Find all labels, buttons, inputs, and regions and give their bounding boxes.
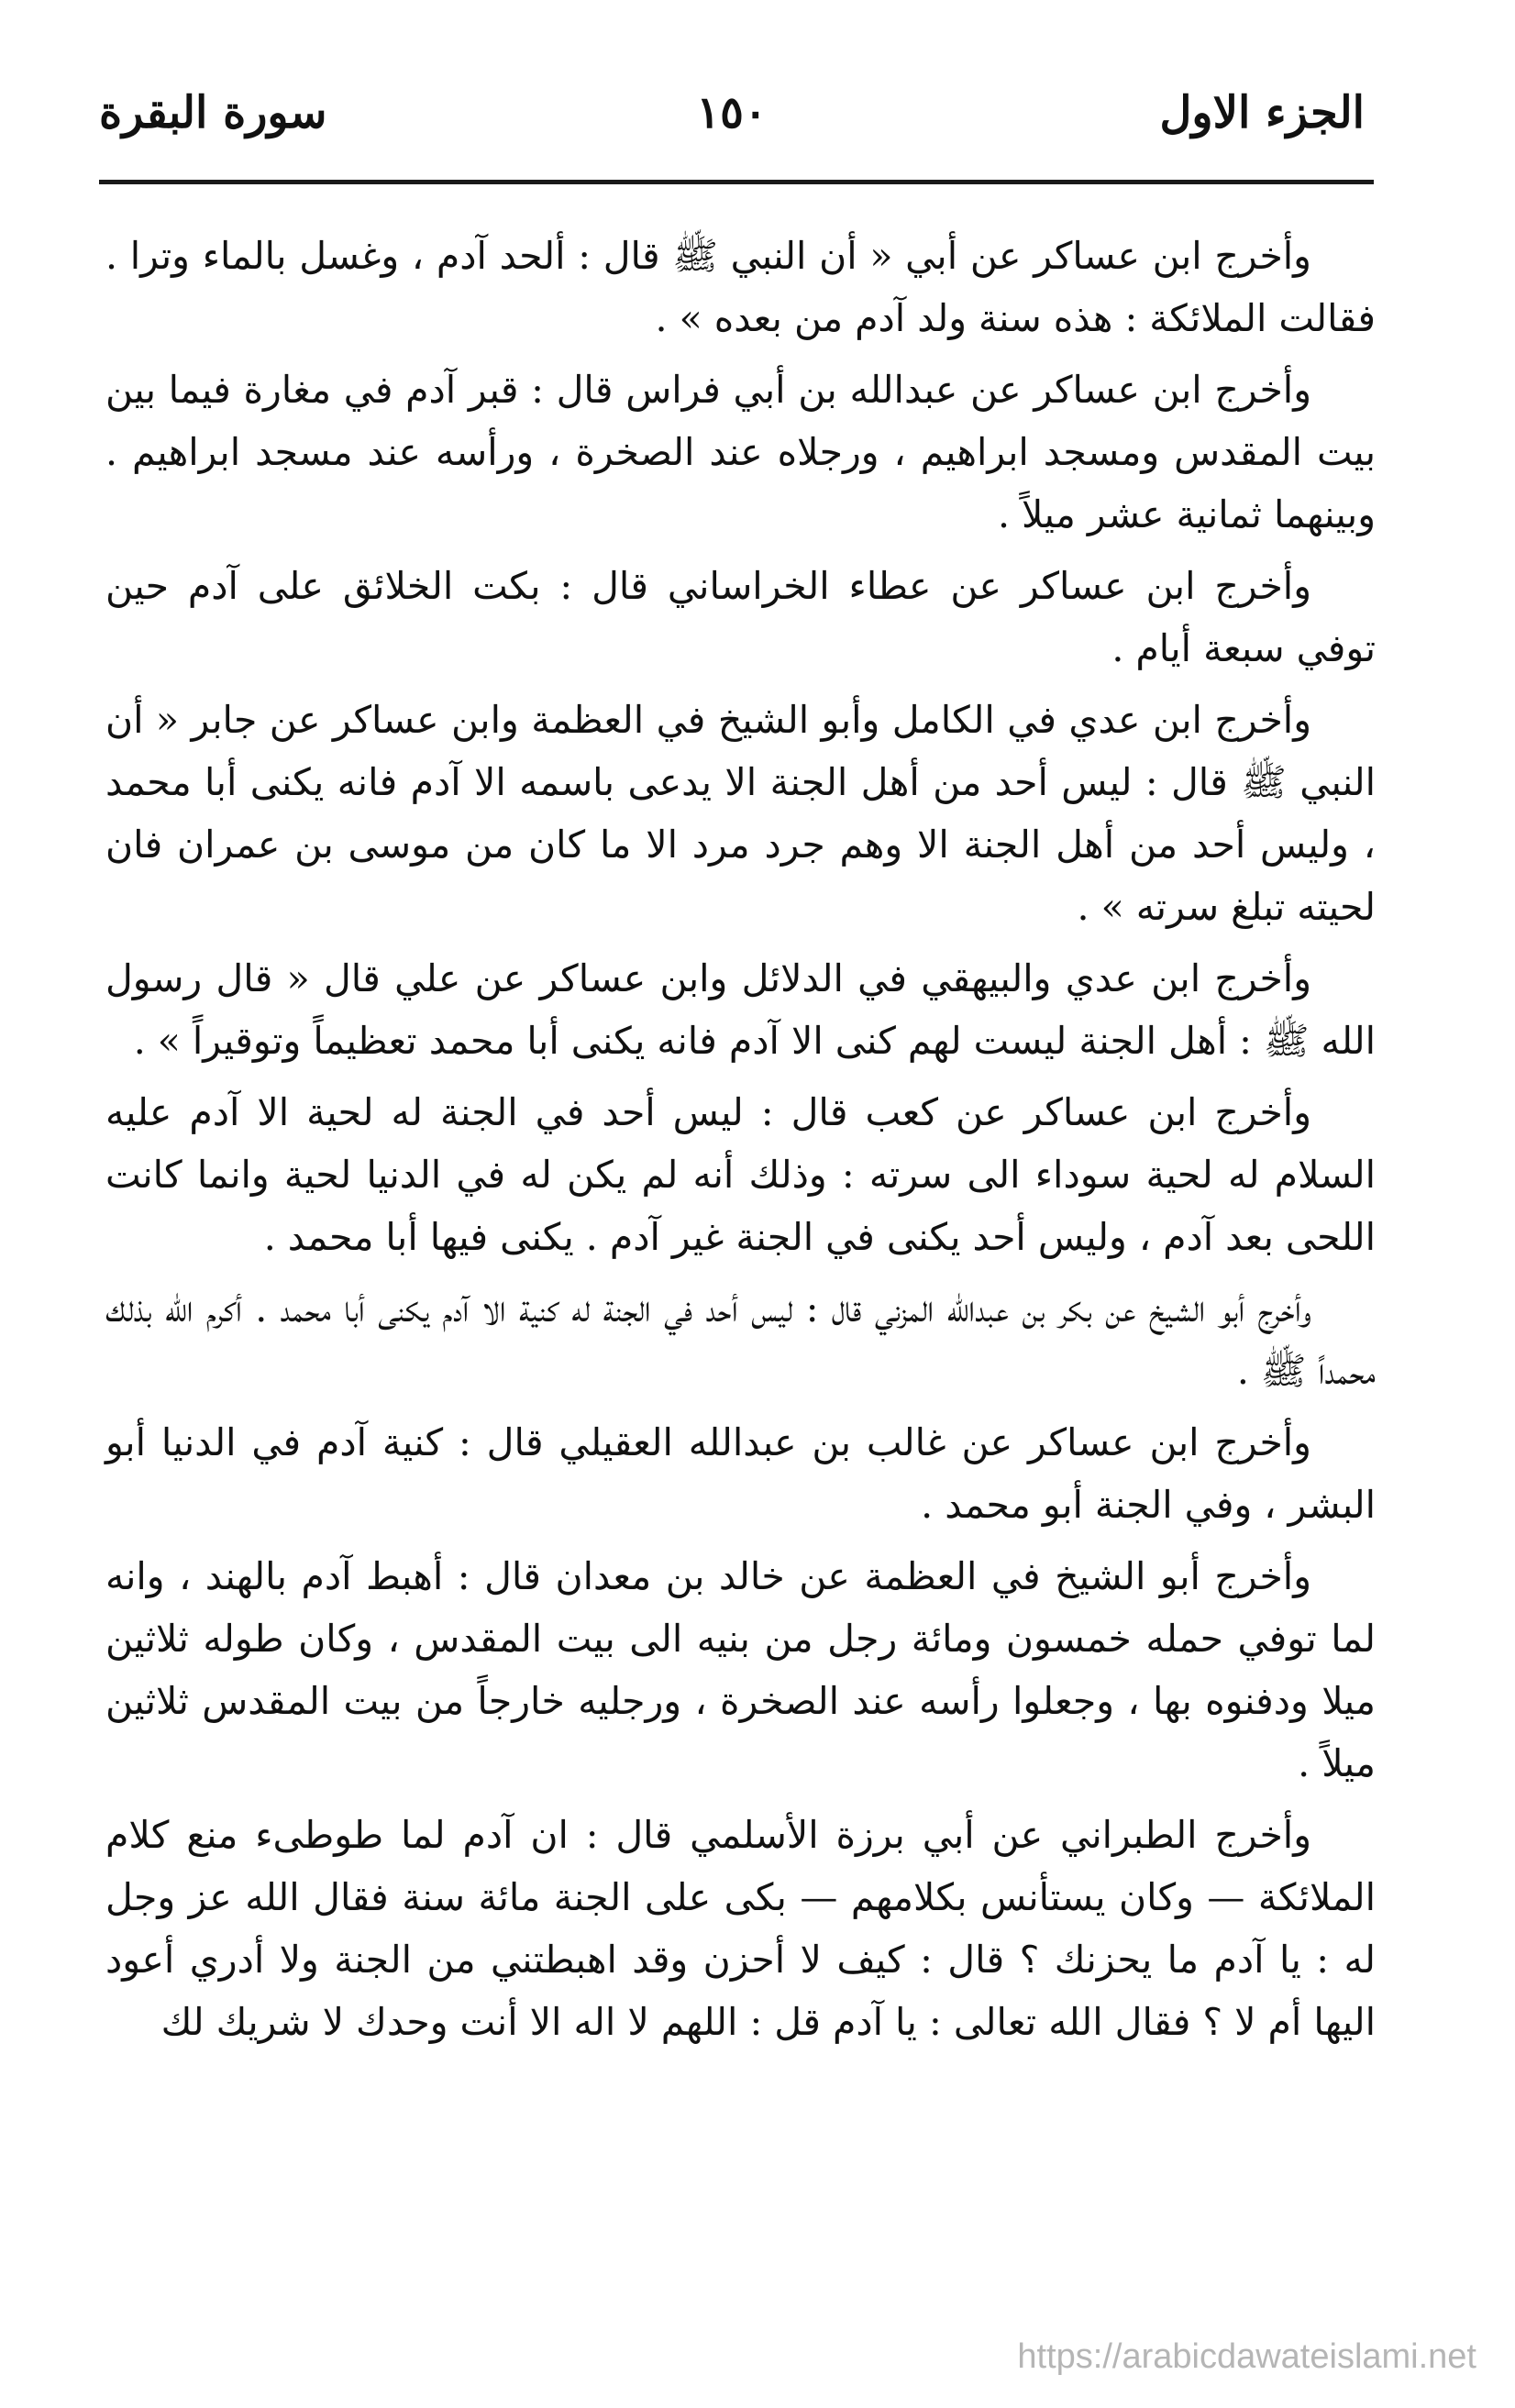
page-body <box>105 225 1376 2062</box>
surah-title: سورة البقرة <box>99 87 327 138</box>
paragraph: وأخرج الطبراني عن أبي برزة الأسلمي قال : ان آدم لما طوطىء منع كلام الملائكة — وكان يستأنس بكلامهم — بكى على الجنة مائة سنة فقال الله عز وجل له : يا آدم ما يحزنك ؟ قال : كيف لا أحزن وقد اهبطتني من الجنة ولا أدري أعود اليها أم لا ؟ فقال الله تعالى : يا آدم قل : اللهم لا اله الا أنت وحدك لا شريك لك <box>105 1813 1376 2044</box>
source-watermark: https://arabicdawateislami.net <box>1017 2337 1476 2376</box>
paragraph: وأخرج أبو الشيخ عن بكر بن عبدالله المزني قال : ليس أحد في الجنة له كنية الا آدم يكنى أبا محمد . أكرم الله بذلك محمداً ﷺ . <box>105 1287 1376 1393</box>
part-title: الجزء الاول <box>1159 87 1365 138</box>
paragraph: وأخرج ابن عدي والبيهقي في الدلائل وابن عساكر عن علي قال « قال رسول الله ﷺ : أهل الجنة ليست لهم كنى الا آدم فانه يكنى أبا محمد تعظيماً وتوقيراً » . <box>105 956 1376 1063</box>
paragraph: وأخرج ابن عساكر عن كعب قال : ليس أحد في الجنة له لحية الا آدم عليه السلام له لحية سوداء الى سرته : وذلك أنه لم يكن له في الدنيا لحية وانما كانت اللحى بعد آدم ، وليس أحد يكنى في الجنة غير آدم . يكنى فيها أبا محمد . <box>105 1090 1376 1259</box>
paragraph: وأخرج ابن عساكر عن غالب بن عبدالله العقيلي قال : كنية آدم في الدنيا أبو البشر ، وفي الجنة أبو محمد . <box>105 1420 1376 1527</box>
header-divider <box>99 180 1374 184</box>
paragraph: وأخرج ابن عدي في الكامل وأبو الشيخ في العظمة وابن عساكر عن جابر « أن النبي ﷺ قال : ليس أحد من أهل الجنة الا يدعى باسمه الا آدم فانه يكنى أبا محمد ، وليس أحد من أهل الجنة الا وهم جرد مرد الا ما كان من موسى بن عمران فان لحيته تبلغ سرته » . <box>105 698 1376 929</box>
paragraph: وأخرج ابن عساكر عن أبي « أن النبي ﷺ قال : ألحد آدم ، وغسل بالماء وترا . فقالت الملائكة : هذه سنة ولد آدم من بعده » . <box>105 234 1376 340</box>
paragraph: وأخرج ابن عساكر عن عطاء الخراساني قال : بكت الخلائق على آدم حين توفي سبعة أيام . <box>105 564 1376 670</box>
page-header <box>99 81 1365 145</box>
paragraph: وأخرج ابن عساكر عن عبدالله بن أبي فراس قال : قبر آدم في مغارة فيما بين بيت المقدس ومسجد ابراهيم ، ورجلاه عند الصخرة ، ورأسه عند مسجد ابراهيم . وبينهما ثمانية عشر ميلاً . <box>105 368 1376 536</box>
paragraph: وأخرج أبو الشيخ في العظمة عن خالد بن معدان قال : أهبط آدم بالهند ، وانه لما توفي حمله خمسون ومائة رجل من بنيه الى بيت المقدس ، وكان طوله ثلاثين ميلا ودفنوه بها ، وجعلوا رأسه عند الصخرة ، ورجليه خارجاً من بيت المقدس ثلاثين ميلاً . <box>105 1554 1376 1785</box>
page-number: ١٥٠ <box>696 87 768 138</box>
